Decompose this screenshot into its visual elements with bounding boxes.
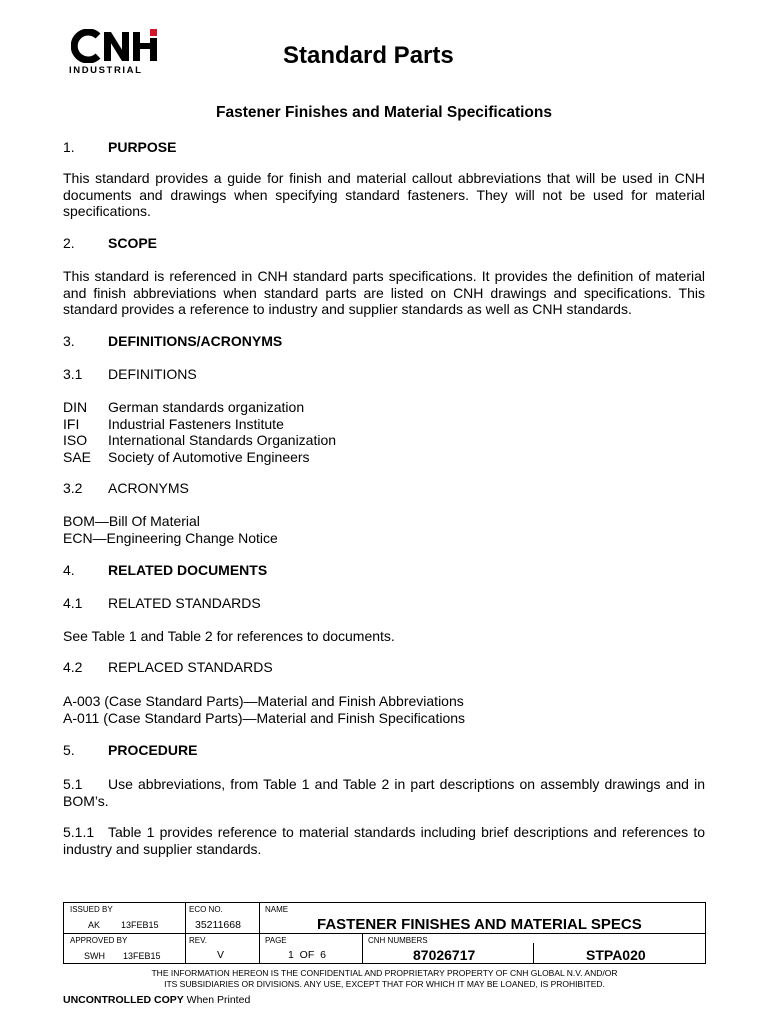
table-divider [362,933,363,963]
page-caption: PAGE [265,936,287,945]
definition-row [63,399,336,416]
issued-date-value: 13FEB15 [121,920,159,930]
subsection-heading-replaced-standards: REPLACED STANDARDS [108,659,273,675]
cnh-numbers-caption: CNH NUMBERS [368,936,428,945]
approved-by-value: SWH [84,951,105,961]
subsection-number: 3.2 [63,480,83,496]
definition-text: Society of Automotive Engineers [108,448,310,465]
replaced-standard-item: A-003 (Case Standard Parts)—Material and Finish Abbreviations [63,693,464,709]
cnh-number-value: 87026717 [413,947,476,963]
eco-caption: ECO NO. [189,905,223,914]
uncontrolled-copy-note [63,994,250,1006]
acronym-item: ECN—Engineering Change Notice [63,530,278,546]
section-heading-purpose: PURPOSE [108,139,177,155]
table-divider [362,933,705,934]
subsection-number: 4.2 [63,659,83,675]
table-divider [533,943,534,963]
table-divider [64,933,362,934]
subsection-number: 3.1 [63,366,83,382]
definition-text: Industrial Fasteners Institute [108,415,284,432]
paragraph-text: Table 1 provides reference to material standards including brief descriptions and references to industry and supplier standards. [63,824,705,857]
rev-caption: REV. [189,936,207,945]
section-heading-scope: SCOPE [108,235,158,251]
section-number: 3. [63,333,75,349]
title-block-table [63,902,706,964]
section-heading-procedure: PROCEDURE [108,742,198,758]
approved-date-value: 13FEB15 [123,951,161,961]
paragraph-text: Use abbreviations, from Table 1 and Table 2 in part descriptions on assembly drawings and in BOM’s. [63,776,705,809]
procedure-5-1-1-paragraph [63,824,705,857]
purpose-paragraph: This standard provides a guide for finish and material callout abbreviations that will be used in CNH documents and drawings when specifying standard fasteners. They will not be used for material specifications. [63,170,705,219]
paragraph-number: 5.1 [63,776,83,792]
approved-by-caption: APPROVED BY [70,936,128,945]
definition-text: International Standards Organization [108,432,337,448]
scope-paragraph: This standard is referenced in CNH standard parts specifications. It provides the definition of material and finish abbreviations when standard parts are listed on CNH drawings and specifications. This standard provides a reference to industry and supplier standards as well as CNH standards. [63,268,705,317]
definition-text: German standards organization [108,399,305,415]
eco-value: 35211668 [195,919,241,931]
name-caption: NAME [265,905,289,914]
logo-wordmark: INDUSTRIAL [69,65,143,76]
section-number: 5. [63,742,75,758]
cnh-logo-mark [71,29,159,63]
issued-by-caption: ISSUED BY [70,905,113,914]
document-subtitle: Fastener Finishes and Material Specifications [216,104,552,121]
notice-line: ITS SUBSIDIARIES OR DIVISIONS. ANY USE, EXCEPT THAT FOR WHICH IT MAY BE LOANED, IS PROHIBITED. [164,978,605,989]
subsection-number: 4.1 [63,595,83,611]
definition-row [63,432,336,449]
definition-code: IFI [63,415,80,432]
definition-code: SAE [63,448,92,465]
section-number: 4. [63,562,75,578]
section-number: 2. [63,235,75,251]
issued-by-value: AK [88,920,101,930]
definitions-list [63,399,336,465]
definition-code: DIN [63,399,88,415]
definition-row [63,416,336,433]
name-value: FASTENER FINISHES AND MATERIAL SPECS [317,916,642,933]
section-heading-definitions-acronyms: DEFINITIONS/ACRONYMS [108,333,283,349]
replaced-standard-item: A-011 (Case Standard Parts)—Material and Finish Specifications [63,710,466,726]
subsection-heading-acronyms: ACRONYMS [108,480,189,496]
related-standards-text: See Table 1 and Table 2 for references to documents. [63,628,395,644]
standard-number-value: STPA020 [586,947,646,963]
definition-row [63,449,336,466]
procedure-5-1-paragraph [63,776,705,809]
uncontrolled-suffix: When Printed [183,994,251,1006]
document-title: Standard Parts [283,42,454,69]
subsection-heading-definitions: DEFINITIONS [108,366,197,382]
notice-line: THE INFORMATION HEREON IS THE CONFIDENTIAL AND PROPRIETARY PROPERTY OF CNH GLOBAL N.V. AND/OR [151,968,618,978]
confidentiality-notice [63,968,706,989]
definition-code: ISO [63,432,88,448]
cnh-industrial-logo [67,27,159,77]
uncontrolled-label: UNCONTROLLED COPY [63,994,184,1006]
section-heading-related-documents: RELATED DOCUMENTS [108,562,268,578]
page-value: 1 OF 6 [288,949,326,961]
paragraph-number: 5.1.1 [63,824,95,840]
acronym-item: BOM—Bill Of Material [63,513,200,529]
rev-value: V [217,949,225,961]
section-number: 1. [63,139,75,155]
subsection-heading-related-standards: RELATED STANDARDS [108,595,261,611]
